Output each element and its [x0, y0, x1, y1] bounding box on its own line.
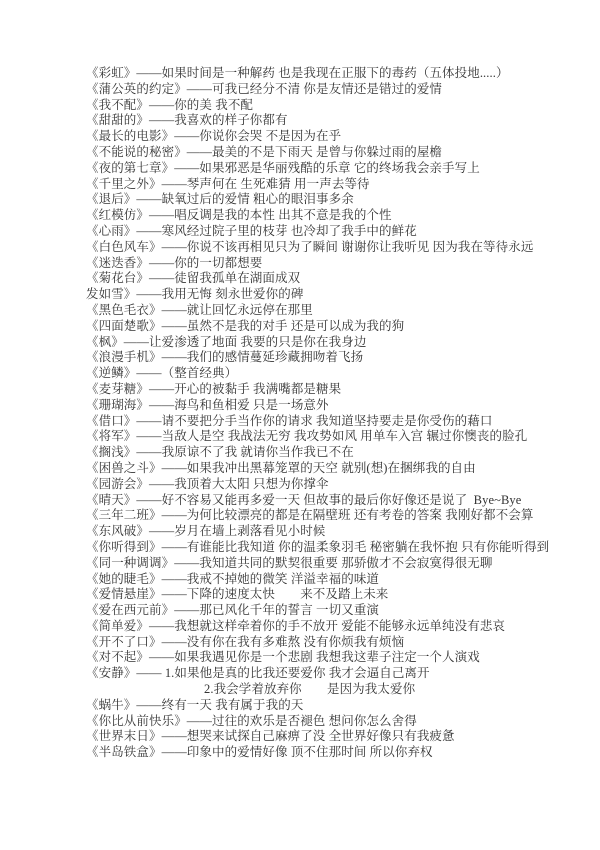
lyric-line: 《夜的第七章》——如果邪恶是华丽残酷的乐章 它的终场我会亲手写上	[86, 160, 480, 175]
lyric-line: 《困兽之斗》——如果我冲出黑幕笼罩的天空 就别(想)在捆绑我的自由	[86, 460, 476, 475]
lyric-line: 《心雨》——寒风经过院子里的枝芽 也冷却了我手中的鲜花	[86, 223, 417, 238]
lyric-line: 《世界末日》——想哭来试探自己麻痹了没 全世界好像只有我疲惫	[86, 729, 455, 744]
lyric-line: 《枫》——让爱渗透了地面 我要的只是你在我身边	[86, 334, 367, 349]
lyric-line: 《红模仿》——唱反调是我的本性 出其不意是我的个性	[86, 208, 392, 223]
lyric-line: 《千里之外》——琴声何在 生死难猜 用一声去等待	[86, 176, 370, 191]
lyric-line: 《搁浅》——我原谅不了我 就请你当作我已不在	[86, 445, 354, 460]
lyric-line: 《你比从前快乐》——过往的欢乐是否褪色 想问你怎么舍得	[86, 713, 417, 728]
lyric-line: 《半岛铁盒》——印象中的爱情好像 顶不住那时间 所以你弃权	[86, 745, 433, 760]
lyric-line: 《简单爱》——我想就这样牵着你的手不放开 爱能不能够永远单纯没有悲哀	[86, 618, 506, 633]
lyric-line: 《你听得到》——有谁能比我知道 你的温柔象羽毛 秘密躺在我怀抱 只有你能听得到	[86, 539, 550, 554]
lyric-line: 《东风破》——岁月在墙上剥落看见小时候	[86, 524, 326, 539]
lyric-line: 《爱情悬崖》——下降的速度太快 来不及踏上未来	[86, 587, 389, 602]
lyric-line: 《珊瑚海》——海鸟和鱼相爱 只是一场意外	[86, 397, 329, 412]
lyric-line: 《园游会》——我顶着大太阳 只想为你撑伞	[86, 476, 329, 491]
lyric-line: 《开不了口》——没有你在我有多难熬 没有你烦我有烦恼	[86, 634, 405, 649]
lyric-line: 《最长的电影》——你说你会哭 不是因为在乎	[86, 129, 342, 144]
lyric-line: 《爱在西元前》——那已风化千年的誓言 一切又重演	[86, 603, 380, 618]
lyric-line: 发如雪》——我用无悔 刻永世爱你的碑	[86, 287, 304, 302]
lyric-line: 《浪漫手机》——我们的感情蔓延珍藏拥吻着飞扬	[86, 350, 364, 365]
lyric-line: 《彩虹》——如果时间是一种解药 也是我现在正服下的毒药（五体投地.....）	[86, 66, 509, 80]
lyric-line: 《黑色毛衣》——就让回忆永远停在那里	[86, 302, 313, 317]
lyric-line: 《迷迭香》——你的一切都想要	[86, 255, 263, 270]
lyric-line: 《白色风车》——你说不该再相见只为了瞬间 谢谢你让我听见 因为我在等待永远	[86, 239, 534, 254]
lyric-line: 《三年二班》——为何比较漂亮的都是在隔壁班 还有考卷的答案 我刚好都不会算	[86, 508, 534, 523]
lyric-line: 《晴天》——好不容易又能再多爱一天 但故事的最后你好像还是说了 Bye~Bye	[86, 492, 522, 507]
lyric-line: 《安静》—— 1.如果他是真的比我还要爱你 我才会逼自己离开	[86, 666, 430, 681]
lyric-line: 《蜗牛》——终有一天 我有属于我的天	[86, 697, 304, 712]
lyric-line: 《退后》——缺氧过后的爱情 粗心的眼泪事多余	[86, 192, 354, 207]
lyrics-list	[86, 66, 586, 761]
lyric-line: 《菊花台》——徒留我孤单在湖面成双	[86, 271, 301, 286]
lyric-line: 《借口》——请不要把分手当作你的请求 我知道坚持要走是你受伤的藉口	[86, 413, 493, 428]
lyric-line: 《蒲公英的约定》——可我已经分不清 你是友情还是错过的爱情	[86, 81, 443, 96]
lyric-line: 《麦芽糖》——开心的被黏手 我满嘴都是糖果	[86, 381, 342, 396]
lyric-line: 2.我会学着放弃你 是因为我太爱你	[204, 682, 416, 697]
lyric-line: 《四面楚歌》——虽然不是我的对手 还是可以成为我的狗	[86, 318, 405, 333]
lyric-line: 《对不起》——如果我遇见你是一个悲剧 我想我这辈子注定一个人演戏	[86, 650, 480, 665]
lyric-line: 《我不配》——你的美 我不配	[86, 97, 254, 112]
lyric-line: 《甜甜的》——我喜欢的样子你都有	[86, 113, 288, 128]
lyric-line: 《不能说的秘密》——最美的不是下雨天 是曾与你躲过雨的屋檐	[86, 144, 443, 159]
lyric-line: 《将军》——当敌人是空 我战法无穷 我攻势如风 用单车入宫 辗过你懊丧的脸孔	[86, 429, 528, 444]
lyric-line: 《逆鳞》——（整首经典）	[86, 366, 238, 381]
lyric-line: 《同一种调调》——我知道共同的默契很重要 那骄傲才不会寂寞得很无聊	[86, 555, 493, 570]
lyric-line: 《她的睫毛》——我戒不掉她的微笑 洋溢幸福的味道	[86, 571, 380, 586]
